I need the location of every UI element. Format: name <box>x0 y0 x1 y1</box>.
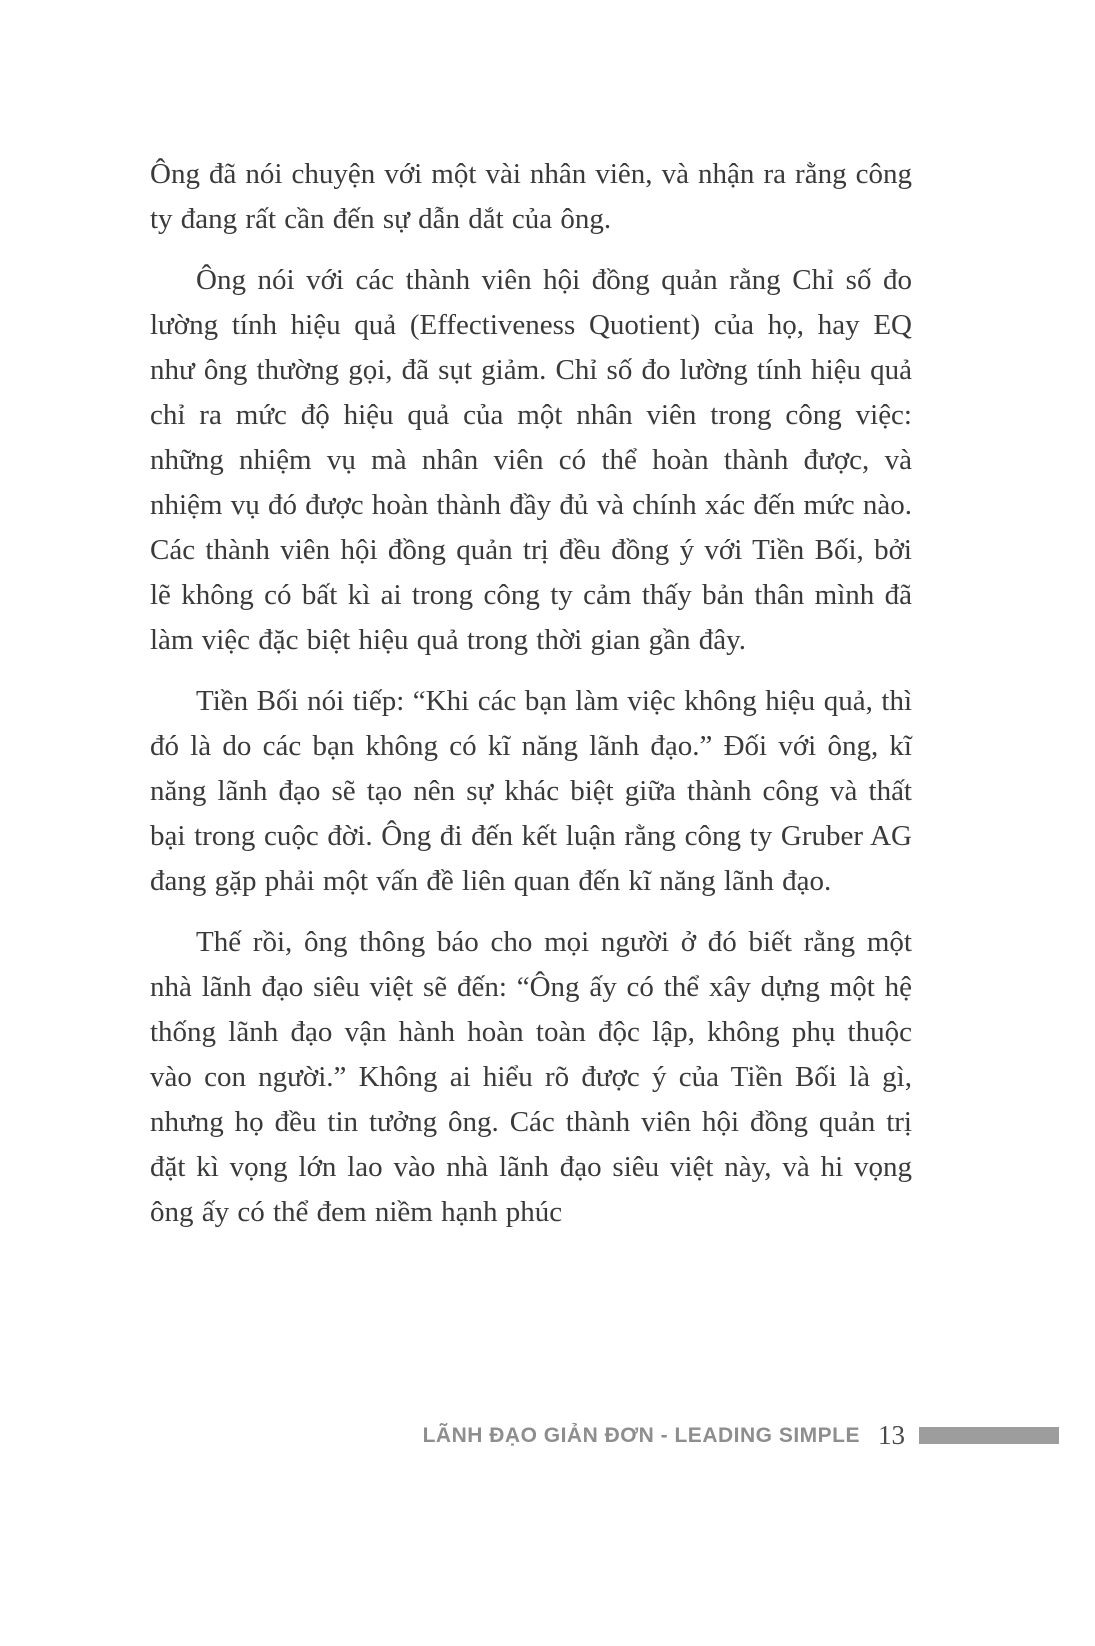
paragraph: Ông nói với các thành viên hội đồng quản rằng Chỉ số đo lường tính hiệu quả (Effectiveness Quotient) của họ, hay EQ như ông thường gọi, đã sụt giảm. Chỉ số đo lường tính hiệu quả chỉ ra mức độ hiệu quả của một nhân viên trong công việc: những nhiệm vụ mà nhân viên có thể hoàn thành được, và nhiệm vụ đó được hoàn thành đầy đủ và chính xác đến mức nào. Các thành viên hội đồng quản trị đều đồng ý với Tiền Bối, bởi lẽ không có bất kì ai trong công ty cảm thấy bản thân mình đã làm việc đặc biệt hiệu quả trong thời gian gần đây. <box>150 264 913 656</box>
page-text-block <box>150 152 912 1251</box>
paragraph: Ông đã nói chuyện với một vài nhân viên, và nhận ra rằng công ty đang rất cần đến sự dẫn dắt của ông. <box>150 158 912 235</box>
running-footer-title: LÃNH ĐẠO GIẢN ĐƠN - LEADING SIMPLE <box>422 1423 860 1447</box>
footer-decorative-bar <box>919 1427 1059 1444</box>
page-number: 13 <box>878 1420 905 1450</box>
paragraph: Thế rồi, ông thông báo cho mọi người ở đó biết rằng một nhà lãnh đạo siêu việt sẽ đến: “Ông ấy có thể xây dựng một hệ thống lãnh đạo vận hành hoàn toàn độc lập, không phụ thuộc vào con người.” Không ai hiểu rõ được ý của Tiền Bối là gì, nhưng họ đều tin tưởng ông. Các thành viên hội đồng quản trị đặt kì vọng lớn lao vào nhà lãnh đạo siêu việt này, và hi vọng ông ấy có thể đem niềm hạnh phúc <box>150 926 912 1228</box>
paragraph: Tiền Bối nói tiếp: “Khi các bạn làm việc không hiệu quả, thì đó là do các bạn không có kĩ năng lãnh đạo.” Đối với ông, kĩ năng lãnh đạo sẽ tạo nên sự khác biệt giữa thành công và thất bại trong cuộc đời. Ông đi đến kết luận rằng công ty Gruber AG đang gặp phải một vấn đề liên quan đến kĩ năng lãnh đạo. <box>150 685 912 897</box>
page-footer <box>150 1420 1059 1451</box>
